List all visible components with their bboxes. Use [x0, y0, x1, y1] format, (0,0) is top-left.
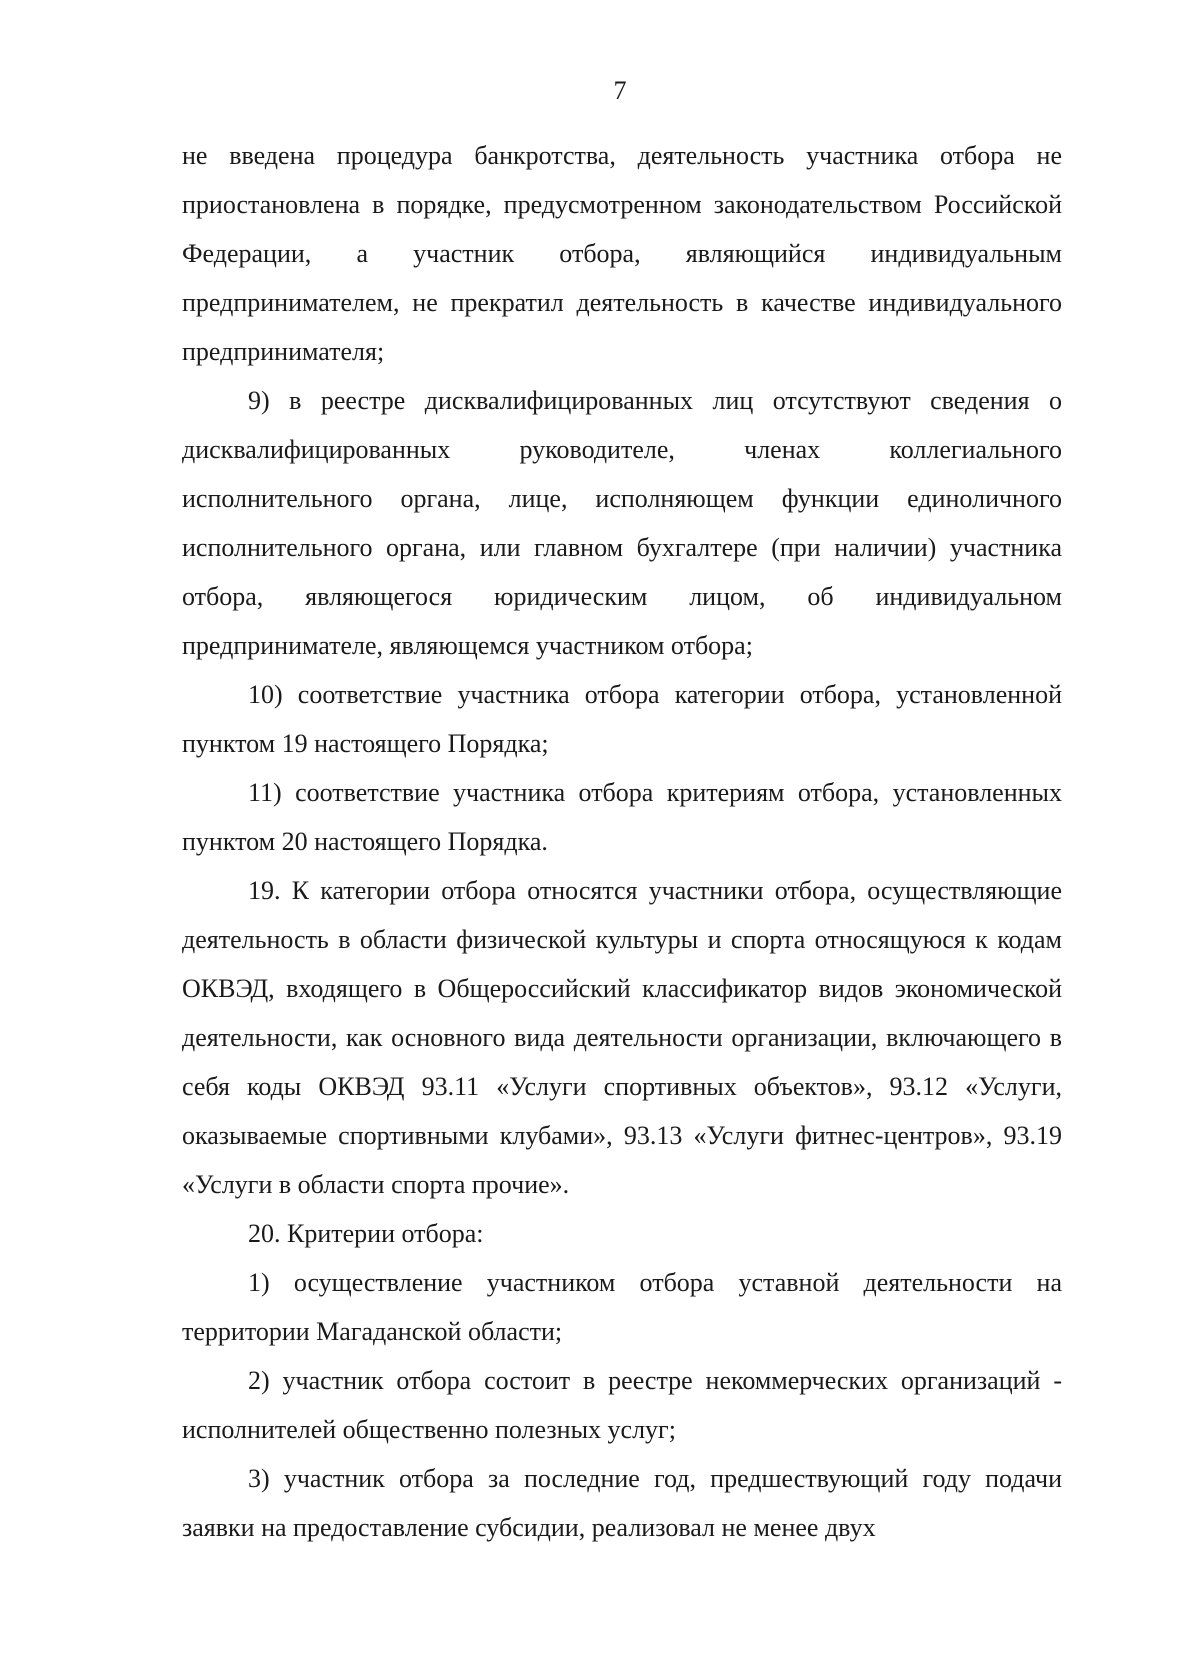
paragraph: 10) соответствие участника отбора категории отбора, установленной пунктом 19 настоящего Порядка; — [182, 680, 1062, 758]
paragraph: не введена процедура банкротства, деятельность участника отбора не приостановлена в порядке, предусмотренном законодательством Российской Федерации, а участник отбора, являющийся индивидуальным предпринимателем, не прекратил деятельность в качестве индивидуального предпринимателя; — [182, 141, 1062, 366]
page-number: 7 — [613, 76, 627, 105]
paragraph: 20. Критерии отбора: — [248, 1219, 484, 1248]
paragraph: 19. К категории отбора относятся участники отбора, осуществляющие деятельность в области физической культуры и спорта относящуюся к кодам ОКВЭД, входящего в Общероссийский классификатор видов экономической деятельности, как основного вида деятельности организации, включающего в себя коды ОКВЭД 93.11 «Услуги спортивных объектов», 93.12 «Услуги, оказываемые спортивными клубами», 93.13 «Услуги фитнес-центров», 93.19 «Услуги в области спорта прочие». — [182, 876, 1062, 1199]
paragraph: 2) участник отбора состоит в реестре некоммерческих организаций - исполнителей общественно полезных услуг; — [182, 1366, 1062, 1444]
paragraph: 3) участник отбора за последние год, предшествующий году подачи заявки на предоставление субсидии, реализовал не менее двух — [182, 1464, 1062, 1542]
paragraph: 1) осуществление участником отбора уставной деятельности на территории Магаданской области; — [182, 1268, 1062, 1346]
paragraph: 11) соответствие участника отбора критериям отбора, установленных пунктом 20 настоящего Порядка. — [182, 778, 1062, 856]
document-body — [182, 131, 1062, 1552]
paragraph: 9) в реестре дисквалифицированных лиц отсутствуют сведения о дисквалифицированных руководителе, членах коллегиального исполнительного органа, лице, исполняющем функции единоличного исполнительного органа, или главном бухгалтере (при наличии) участника отбора, являющегося юридическим лицом, об индивидуальном предпринимателе, являющемся участником отбора; — [182, 386, 1062, 660]
